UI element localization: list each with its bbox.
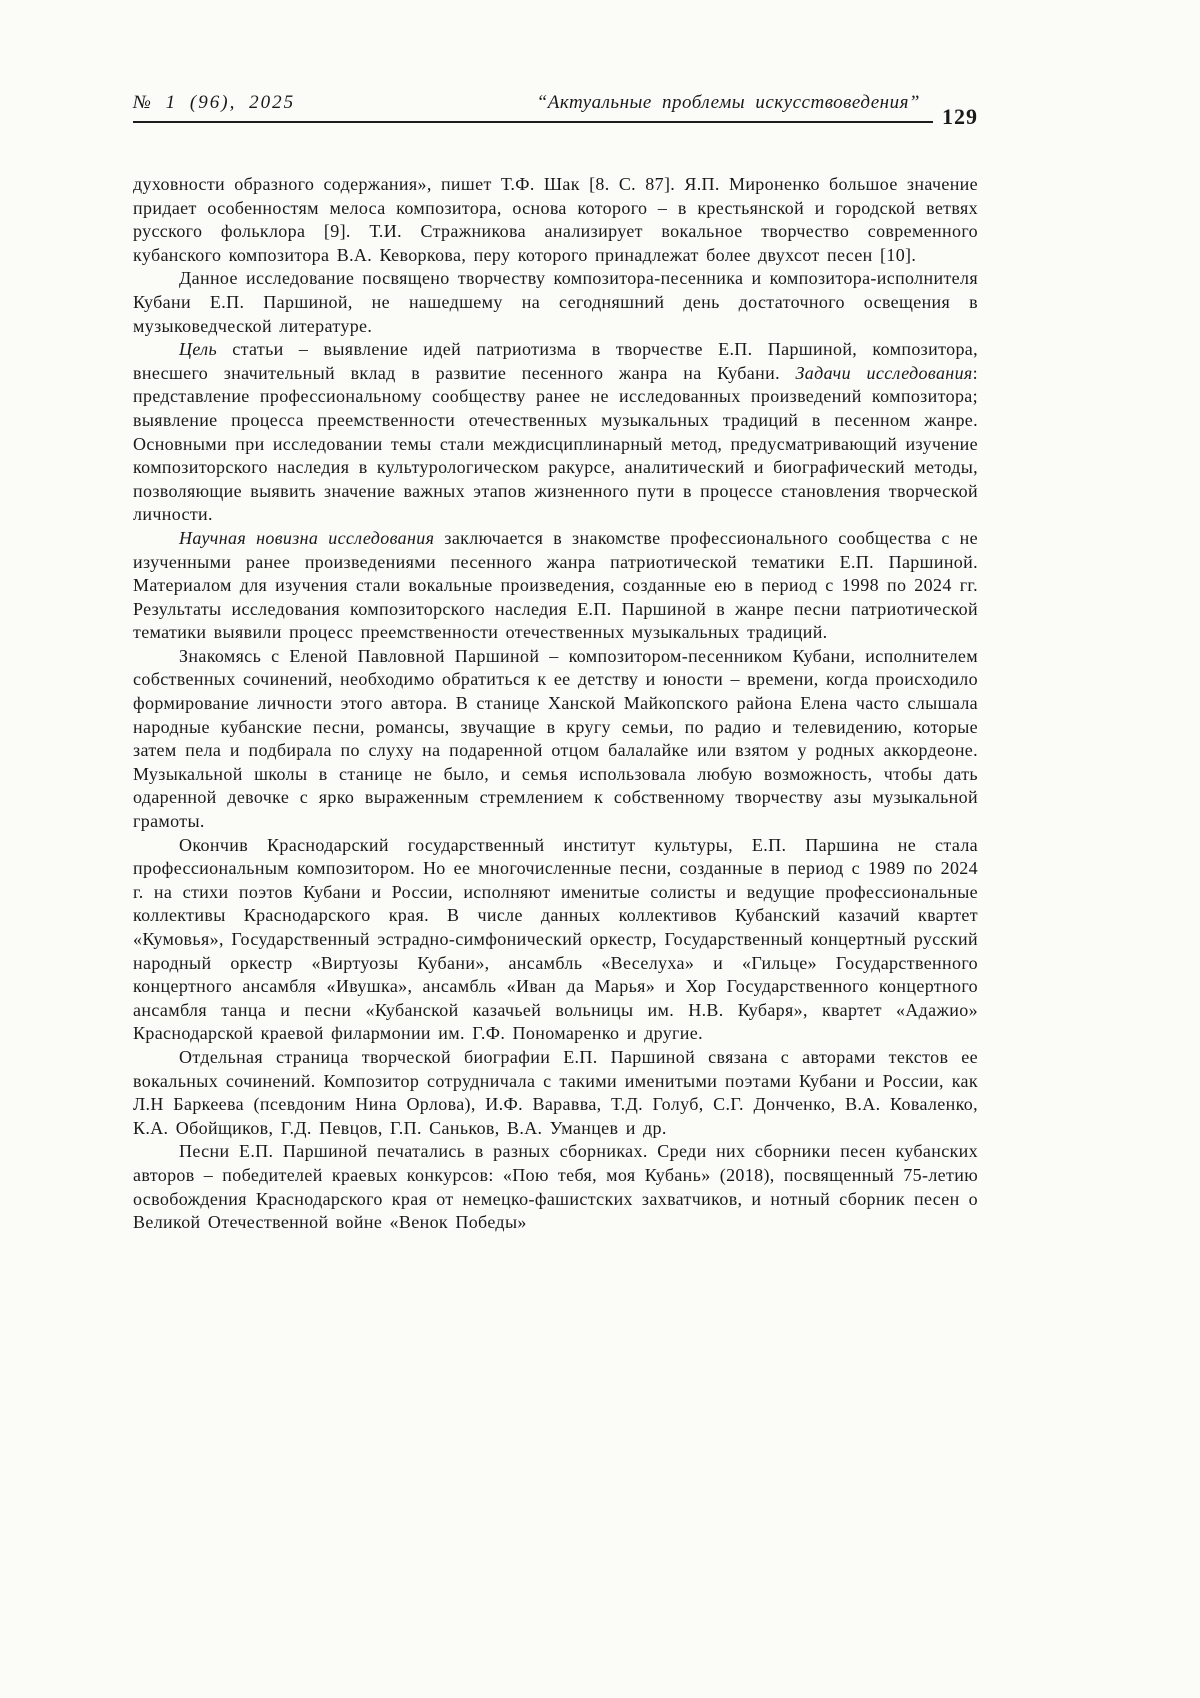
journal-title: “Актуальные проблемы искусствоведения” — [536, 92, 920, 113]
paragraph — [133, 173, 978, 267]
text-segment: Задачи исследования — [795, 362, 973, 383]
paragraph — [133, 267, 978, 338]
text-segment: Научная новизна исследования — [179, 527, 435, 548]
page-header — [133, 92, 978, 129]
text-segment: Цель — [179, 339, 217, 360]
text-segment: : представление профессиональному сообществу ранее не исследованных произведений композитора; выявление процесса преемственности отечественных музыкальных традиций в песенном жанре. Основными при исследовании темы стали междисциплинарный метод, предусматривающий изучение композиторского наследия в культурологическом ракурсе, аналитический и биографический методы, позволяющие выявить значение важных этапов жизненного пути в процессе становления творческой личности. — [133, 362, 978, 525]
text-segment: Данное исследование посвящено творчеству композитора-песенника и композитора-исполнителя Кубани Е.П. Паршиной, не нашедшему на сегодняшний день достаточного освещения в музыковедческой литературе. — [133, 268, 978, 336]
paragraph — [133, 1140, 978, 1234]
paragraph — [133, 645, 978, 834]
text-segment: Окончив Краснодарский государственный институт культуры, Е.П. Паршина не стала профессиональным композитором. Но ее многочисленные песни, созданные в период с 1989 по 2024 г. на стихи поэтов Кубани и России, исполняют именитые солисты и ведущие профессиональные коллективы Краснодарского края. В числе данных коллективов Кубанский казачий квартет «Кумовья», Государственный эстрадно-симфонический оркестр, Государственный концертный русский народный оркестр «Виртуозы Кубани», ансамбль «Веселуха» и «Гильце» Государственного концертного ансамбля «Ивушка», ансамбль «Иван да Марья» и Хор Государственного концертного ансамбля танца и песни «Кубанской казачьей вольницы им. Н.В. Кубаря», квартет «Адажио» Краснодарской краевой филармонии им. Г.Ф. Пономаренко и другие. — [133, 834, 978, 1044]
header-rule — [133, 121, 933, 123]
text-segment: Песни Е.П. Паршиной печатались в разных сборниках. Среди них сборники песен кубанских авторов – победителей краевых конкурсов: «Пою тебя, моя Кубань» (2018), посвященный 75-летию освобождения Краснодарского края от немецко-фашистских захватчиков, и нотный сборник песен о Великой Отечественной войне «Венок Победы» — [133, 1141, 978, 1233]
text-segment: статьи – выявление идей патриотизма в творчестве Е.П. Паршиной, композитора, внесшего значительный вклад в развитие песенного жанра на Кубани. — [133, 339, 978, 383]
page-number: 129 — [942, 104, 978, 129]
paragraph — [133, 834, 978, 1046]
paragraph — [133, 1046, 978, 1140]
article-body — [133, 173, 978, 1235]
text-segment: Отдельная страница творческой биографии Е.П. Паршиной связана с авторами текстов ее вокальных сочинений. Композитор сотрудничала с такими именитыми поэтами Кубани и России, как Л.Н Баркеева (псевдоним Нина Орлова), И.Ф. Варавва, Т.Д. Голуб, С.Г. Донченко, В.А. Коваленко, К.А. Обойщиков, Г.Д. Певцов, Г.П. Саньков, В.А. Уманцев и др. — [133, 1046, 978, 1138]
text-segment: духовности образного содержания», пишет Т.Ф. Шак [8. С. 87]. Я.П. Мироненко большое значение придает особенностям мелоса композитора, основа которого – в крестьянской и городской ветвях русского фольклора [9]. Т.И. Стражникова анализирует вокальное творчество современного кубанского композитора В.А. Кеворкова, перу которого принадлежат более двухсот песен [10]. — [133, 174, 978, 265]
journal-page — [133, 92, 978, 1235]
paragraph — [133, 527, 978, 645]
header-row — [133, 92, 978, 114]
text-segment: Знакомясь с Еленой Павловной Паршиной – композитором-песенником Кубани, исполнителем собственных сочинений, необходимо обратиться к ее детству и юности – времени, когда происходило формирование личности этого автора. В станице Ханской Майкопского района Елена часто слышала народные кубанские песни, романсы, звучащие в кругу семьи, по радио и телевидению, которые затем пела и подбирала по слуху на подаренной отцом балалайке или взятом у родных аккордеоне. Музыкальной школы в станице не было, и семья использовала любую возможность, чтобы дать одаренной девочке с ярко выраженным стремлением к собственному творчеству азы музыкальной грамоты. — [133, 645, 978, 832]
paragraph — [133, 338, 978, 527]
issue-label: № 1 (96), 2025 — [133, 92, 296, 113]
text-segment: заключается в знакомстве профессионального сообщества с не изученными ранее произведениями песенного жанра патриотической тематики Е.П. Паршиной. Материалом для изучения стали вокальные произведения, созданные ею в период с 1998 по 2024 гг. Результаты исследования композиторского наследия Е.П. Паршиной в жанре песни патриотической тематики выявили процесс преемственности отечественных музыкальных традиций. — [133, 527, 978, 643]
